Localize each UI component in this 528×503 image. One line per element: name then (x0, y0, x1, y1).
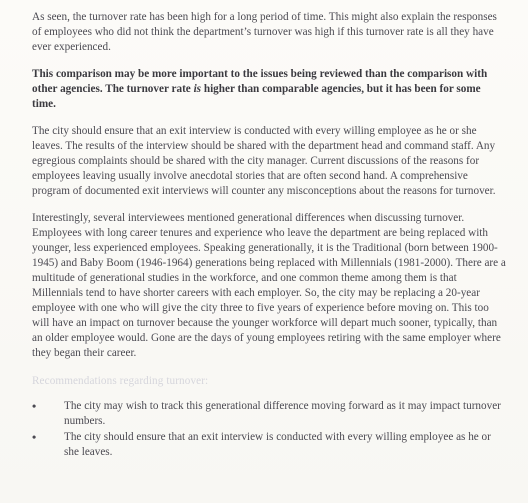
paragraph-exit-interview: The city should ensure that an exit interview is conducted with every willing employee as he or she leaves. The results of the interview should be shared with the department head and command staff. Any egregious complaints should be shared with the city manager. Current discussions of the reasons for employees leaving usually involve anecdotal stories that are often second hand. A comprehensive program of documented exit interviews will counter any misconceptions about the reasons for turnover. (32, 125, 496, 197)
bullet-icon (32, 399, 64, 414)
document-body (32, 10, 506, 461)
recommendation-item (32, 430, 506, 460)
paragraph-comparison-emphasis: This comparison may be more important to the issues being reviewed than the comparison with other agencies. The turnover rate is higher than comparable agencies, but it has been for some time. (32, 68, 488, 110)
paragraph-generational-differences: Interestingly, several interviewees mentioned generational differences when discussing turnover. Employees with long career tenures and experience who leave the department are being replaced with younger, less experienced employees. Speaking generationally, it is the Traditional (born between 1900-1945) and Baby Boom (1946-1964) generations being replaced with Millennials (1981-2000). There are a multitude of generational studies in the workforce, and one common theme among them is that Millennials tend to have shorter careers with each employer. So, the city may be replacing a 20-year employee with one who will give the city three to five years of experience before moving on. This too will have an impact on turnover because the younger workforce will depart much sooner, typically, than an older employee would. Gone are the days of young employees retiring with the same employer where they began their career. (32, 212, 506, 359)
recommendation-text: The city may wish to track this generational difference moving forward as it may impact turnover numbers. (64, 400, 501, 427)
paragraph-turnover-history: As seen, the turnover rate has been high for a long period of time. This might also explain the responses of employees who did not think the department’s turnover was high if this turnover rate is all they have ever experienced. (32, 11, 497, 53)
recommendation-item (32, 399, 506, 429)
bullet-icon (32, 430, 64, 445)
recommendation-text: The city should ensure that an exit interview is conducted with every willing employee as he or she leaves. (64, 431, 491, 458)
recommendations-list (32, 399, 506, 460)
recommendations-heading: Recommendations regarding turnover: (32, 375, 209, 387)
